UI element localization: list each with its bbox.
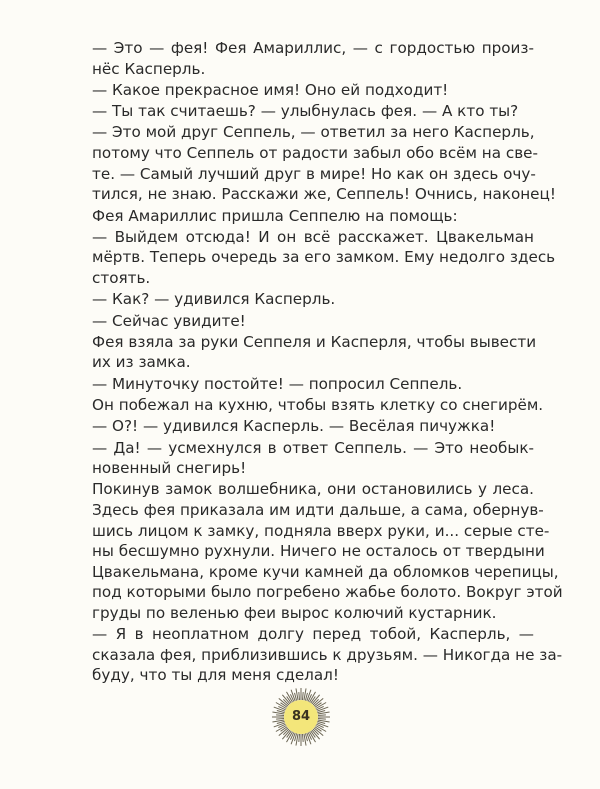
page-number: 84 [291,709,311,724]
text-line: Фея взяла за руки Сеппеля и Касперля, чтобы вывести [92,332,537,351]
paragraph [92,395,544,416]
text-line: стоять. [92,268,151,287]
paragraph [92,438,534,479]
text-line: под которыми было погребено жабье болото. Вокруг этой [92,583,563,602]
text-line: груды по веленью феи вырос колючий кустарник. [92,603,497,622]
paragraph [92,206,534,227]
text-line: те. — Самый лучший друг в мире! Но как он здесь очу- [92,164,536,183]
text-line: — Сейчас увидите! [92,311,246,330]
text-line: — Это мой друг Сеппель, — ответил за него Касперль, [92,123,535,142]
text-line: — Я в неоплатном долгу перед тобой, Касперль, — [92,625,534,644]
paragraph [92,122,556,204]
text-line: сказала фея, приблизившись к друзьям. — Никогда не за- [92,645,563,664]
paragraph [92,332,537,373]
text-line: — Это — фея! Фея Амариллис, — с гордостью произ- [92,39,534,57]
paragraph [92,289,534,310]
text-line: — Минуточку постойте! — попросил Сеппель. [92,374,463,393]
page-number-badge [271,687,331,747]
text-line: — Какое прекрасное имя! Оно ей подходит! [92,80,449,99]
text-line: новенный снегирь! [92,459,247,478]
text-line: — Ты так считаешь? — улыбнулась фея. — А кто ты? [92,102,519,121]
text-line: шись лицом к замку, подняла вверх руки, и... серые сте- [92,521,550,540]
text-line: нёс Касперль. [92,59,206,78]
text-line: тился, не знаю. Расскажи же, Сеппель! Очнись, наконец! [92,185,556,204]
text-line: — Как? — удивился Касперль. [92,290,336,309]
paragraph [92,479,563,623]
paragraph [92,80,534,101]
page-text [92,38,563,687]
text-line: — О?! — удивился Касперль. — Весёлая пичужка! [92,417,496,436]
text-line: Фея Амариллис пришла Сеппелю на помощь: [92,206,458,225]
text-line: — Выйдем отсюда! И он всё расскажет. Цвакельман [92,227,534,246]
paragraph [92,38,534,79]
text-line: их из замка. [92,353,191,372]
paragraph [92,624,563,686]
text-line: Цвакельмана, кроме кучи камней да обломков черепицы, [92,562,559,581]
paragraph [92,227,556,289]
text-line: ны бесшумно рухнули. Ничего не осталось от твердыни [92,542,545,561]
text-line: буду, что ты для меня сделал! [92,666,339,685]
paragraph [92,101,534,122]
text-line: — Да! — усмехнулся в ответ Сеппель. — Это необык- [92,438,534,457]
paragraph [92,374,534,395]
text-line: Он побежал на кухню, чтобы взять клетку со снегирём. [92,395,544,414]
text-line: Покинув замок волшебника, они остановились у леса. [92,480,534,499]
text-line: потому что Сеппель от радости забыл обо всём на све- [92,144,538,163]
paragraph [92,311,534,332]
paragraph [92,416,534,437]
text-line: мёртв. Теперь очередь за его замком. Ему недолго здесь [92,248,556,267]
text-line: Здесь фея приказала им идти дальше, а сама, обернув- [92,501,544,519]
